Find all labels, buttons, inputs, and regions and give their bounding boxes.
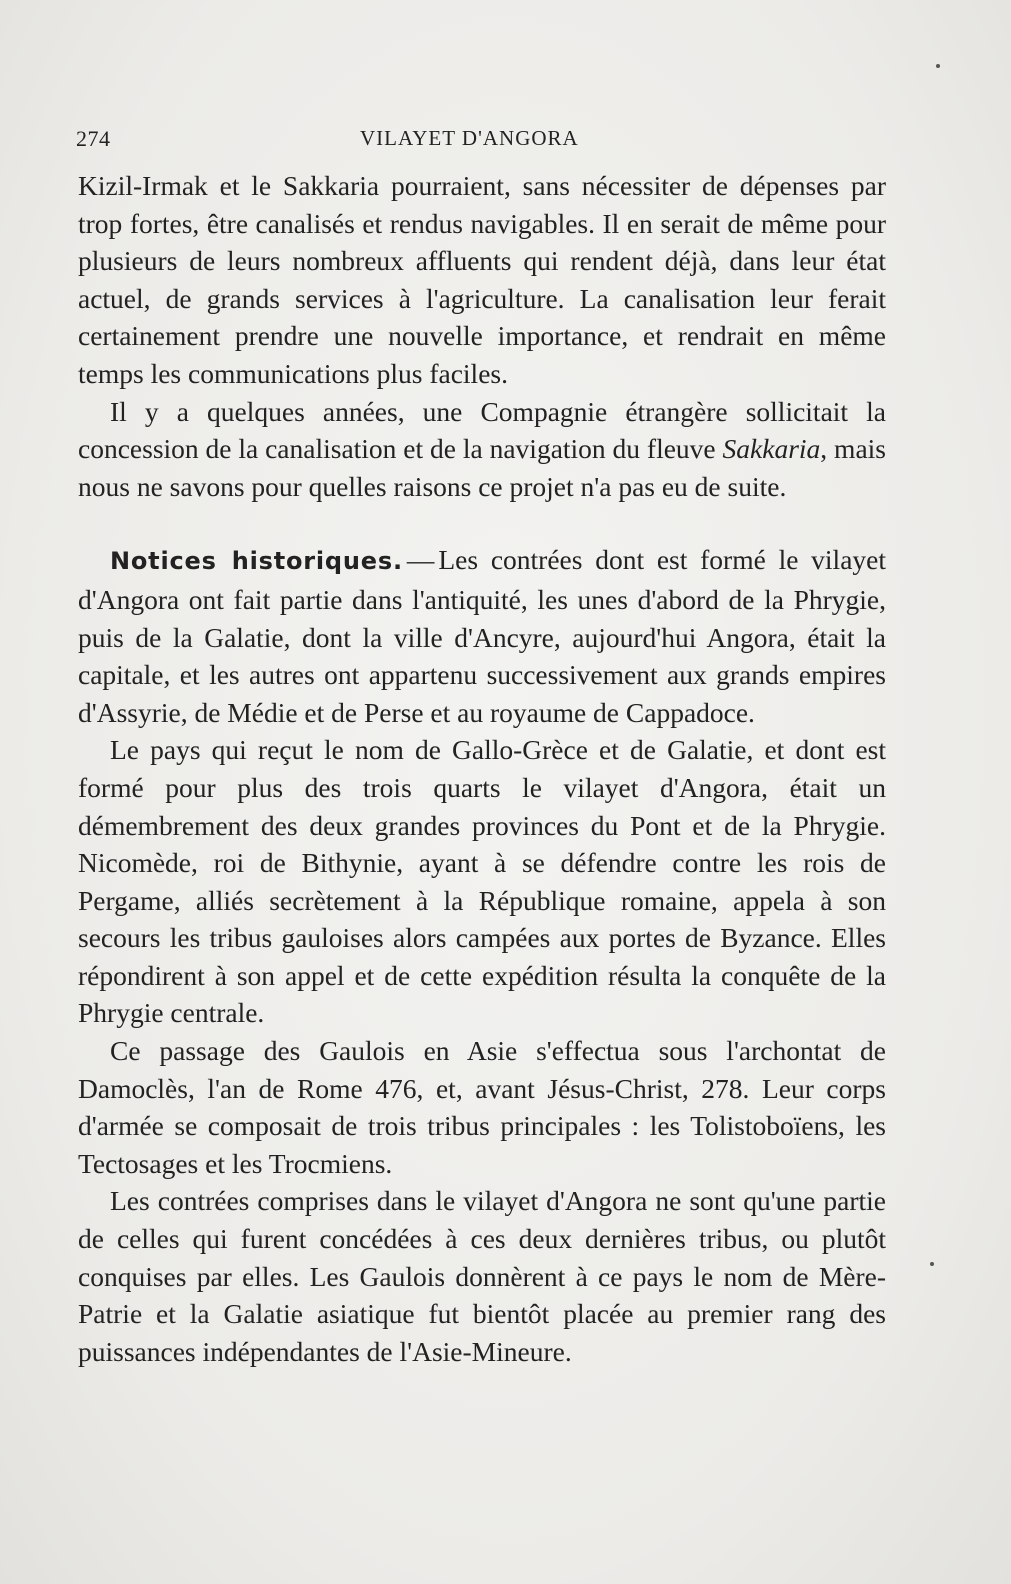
paragraph-canalisation (78, 167, 886, 393)
paragraph-compagnie (78, 393, 886, 506)
paragraph-text: Ce passage des Gaulois en Asie s'effectua sous l'archontat de Damoclès, l'an de Rome 476, et, avant Jésus-Christ, 278. Leur corps d'armée se composait de trois tribus principales : les Tolistoboïens, les Tectosages et les Trocmiens. (78, 1035, 886, 1179)
paragraph-text-after: , mais nous ne savons pour quelles raisons ce projet n'a pas eu de suite. (78, 433, 886, 502)
body-text (78, 167, 886, 1370)
paragraph-text: Le pays qui reçut le nom de Gallo-Grèce et de Galatie, et dont est formé pour plus des trois quarts le vilayet d'Angora, était un démembrement des deux grandes provinces du Pont et de la Phrygie. Nicomède, roi de Bithynie, ayant à se défendre contre les rois de Pergame, alliés secrètement à la République romaine, appela à son secours les tribus gauloises alors campées aux portes de Byzance. Elles répondirent à son appel et de cette expédition résulta la conquête de la Phrygie centrale. (78, 734, 886, 1029)
print-speck (930, 1262, 934, 1266)
paragraph-passage-gaulois (78, 1032, 886, 1182)
paragraph-contrees (78, 1182, 886, 1370)
heading-dash: — (406, 544, 435, 576)
print-speck (936, 64, 940, 68)
paragraph-text: Les contrées comprises dans le vilayet d'Angora ne sont qu'une partie de celles qui furent concédées à ces deux dernières tribus, ou plutôt conquises par elles. Les Gaulois donnèrent à ce pays le nom de Mère-Patrie et la Galatie asiatique fut bientôt placée au premier rang des puissances indépendantes de l'Asie-Mineure. (78, 1185, 886, 1367)
paragraph-text: Les contrées dont est formé le vilayet d'Angora ont fait partie dans l'antiquité, les unes d'abord de la Phrygie, puis de la Galatie, dont la ville d'Ancyre, aujourd'hui Angora, était la capitale, et les autres ont appartenu successivement aux grands empires d'Assyrie, de Médie et de Perse et au royaume de Cappadoce. (78, 544, 887, 728)
paragraph-text: Kizil-Irmak et le Sakkaria pourraient, sans nécessiter de dépenses par trop fortes, être canalisés et rendus navigables. Il en serait de même pour plusieurs de leurs nombreux affluents qui rendent déjà, dans leur état actuel, de grands services à l'agriculture. La canalisation leur ferait certainement prendre une nouvelle importance, et rendrait en même temps les communications plus faciles. (78, 170, 886, 389)
river-name-italic: Sakkaria (722, 433, 821, 465)
paragraph-gallo-grece (78, 731, 886, 1032)
running-title: VILAYET D'ANGORA (360, 126, 579, 150)
page-number: 274 (76, 126, 111, 151)
page-header (76, 116, 886, 156)
section-heading: Notices historiques. (110, 547, 403, 576)
paragraph-notices-historiques (78, 541, 886, 731)
paragraph-text-before: Il y a quelques années, une Compagnie étrangère sollicitait la concession de la canalisation et de la navigation du fleuve (78, 395, 886, 465)
